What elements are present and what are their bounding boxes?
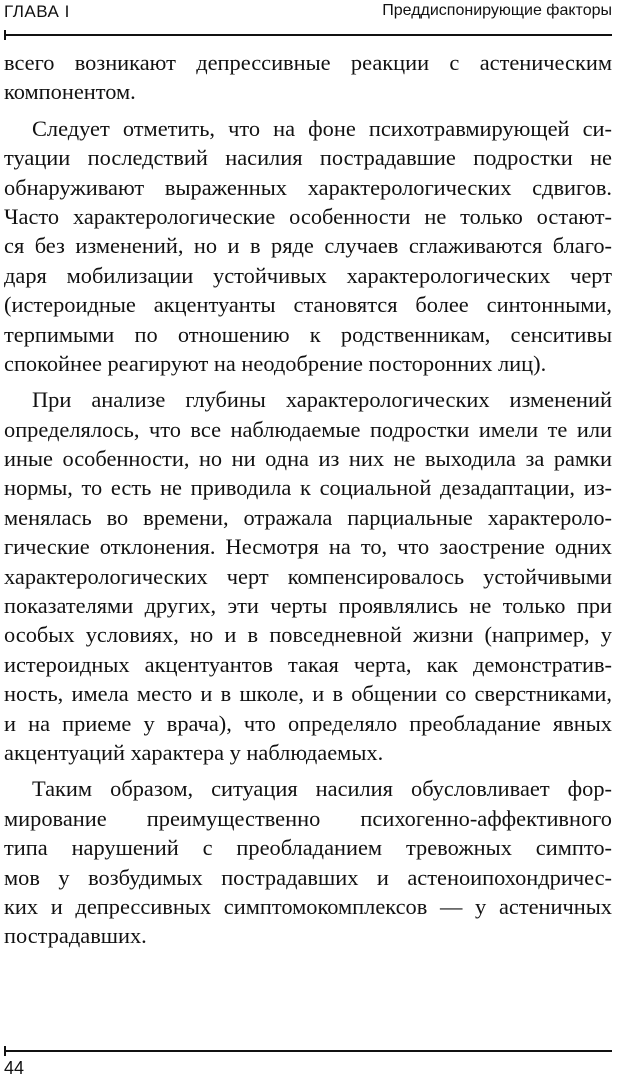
text-line: компонентом. xyxy=(4,79,136,105)
paragraph xyxy=(4,48,612,107)
text-line: показателями других, эти черты проявлялись не только при xyxy=(4,593,612,619)
text-line: нормы, то есть не приводила к социальной дезадаптации, из- xyxy=(4,475,612,501)
header-rule xyxy=(4,34,612,36)
text-line: акцентуаций характера у наблюдаемых. xyxy=(4,739,384,765)
text-line: истероидных акцентуантов такая черта, как демонстратив- xyxy=(4,651,612,677)
text-line: При анализе глубины характерологических изменений xyxy=(32,387,612,413)
text-line: Часто характерологические особенности не только остают- xyxy=(4,203,612,229)
text-line: всего возникают депрессивные реакции с астеническим xyxy=(4,50,612,75)
footer-rule xyxy=(4,1050,612,1052)
text-line: типа нарушений с преобладанием тревожных симпто- xyxy=(4,835,612,861)
paragraph xyxy=(4,774,612,950)
body-text xyxy=(4,48,612,951)
text-line: туации последствий насилия пострадавшие подростки не xyxy=(4,145,612,171)
page-number: 44 xyxy=(4,1058,25,1078)
text-line: терпимыми по отношению к родственникам, сенситивы xyxy=(4,321,612,347)
text-line: характерологических черт компенсировалось устойчивыми xyxy=(4,563,612,589)
text-line: Таким образом, ситуация насилия обусловливает фор- xyxy=(32,776,612,802)
text-line: гические отклонения. Несмотря на то, что заострение одних xyxy=(4,534,612,560)
text-line: мирование преимущественно психогенно-аффективного xyxy=(4,805,612,831)
paragraph xyxy=(4,114,612,379)
paragraph-gap xyxy=(4,107,612,114)
text-line: и на приеме у врача), что определяло преобладание явных xyxy=(4,710,612,736)
text-line: обнаруживают выраженных характерологических сдвигов. xyxy=(4,174,612,200)
text-line: менялась во времени, отражала парциальные характероло- xyxy=(4,504,612,530)
text-line: определялось, что все наблюдаемые подростки имели те или xyxy=(4,416,612,442)
paragraph-gap xyxy=(4,767,612,774)
text-line: даря мобилизации устойчивых характерологических черт xyxy=(4,262,612,288)
paragraph xyxy=(4,385,612,767)
text-line: (истероидные акцентуанты становятся более синтонными, xyxy=(4,292,612,318)
text-line: Следует отметить, что на фоне психотравмирующей си- xyxy=(32,115,612,141)
text-line: ность, имела место и в школе, и в общении со сверстниками, xyxy=(4,681,612,707)
text-line: ся без изменений, но и в ряде случаев сглаживаются благо- xyxy=(4,233,612,259)
paragraph-gap xyxy=(4,378,612,385)
text-line: ких и депрессивных симптомокомплексов — у астеничных xyxy=(4,893,612,919)
chapter-label: ГЛАВА I xyxy=(4,2,70,21)
text-line: спокойнее реагируют на неодобрение посторонних лиц). xyxy=(4,350,547,376)
text-line: иные особенности, но ни одна из них не выходила за рамки xyxy=(4,446,612,472)
text-line: особых условиях, но и в повседневной жизни (например, у xyxy=(4,622,612,648)
text-line: мов у возбудимых пострадавших и астеноипохондричес- xyxy=(4,864,612,890)
running-title: Преддиспонирующие факторы xyxy=(382,2,612,19)
text-line: пострадавших. xyxy=(4,923,147,949)
